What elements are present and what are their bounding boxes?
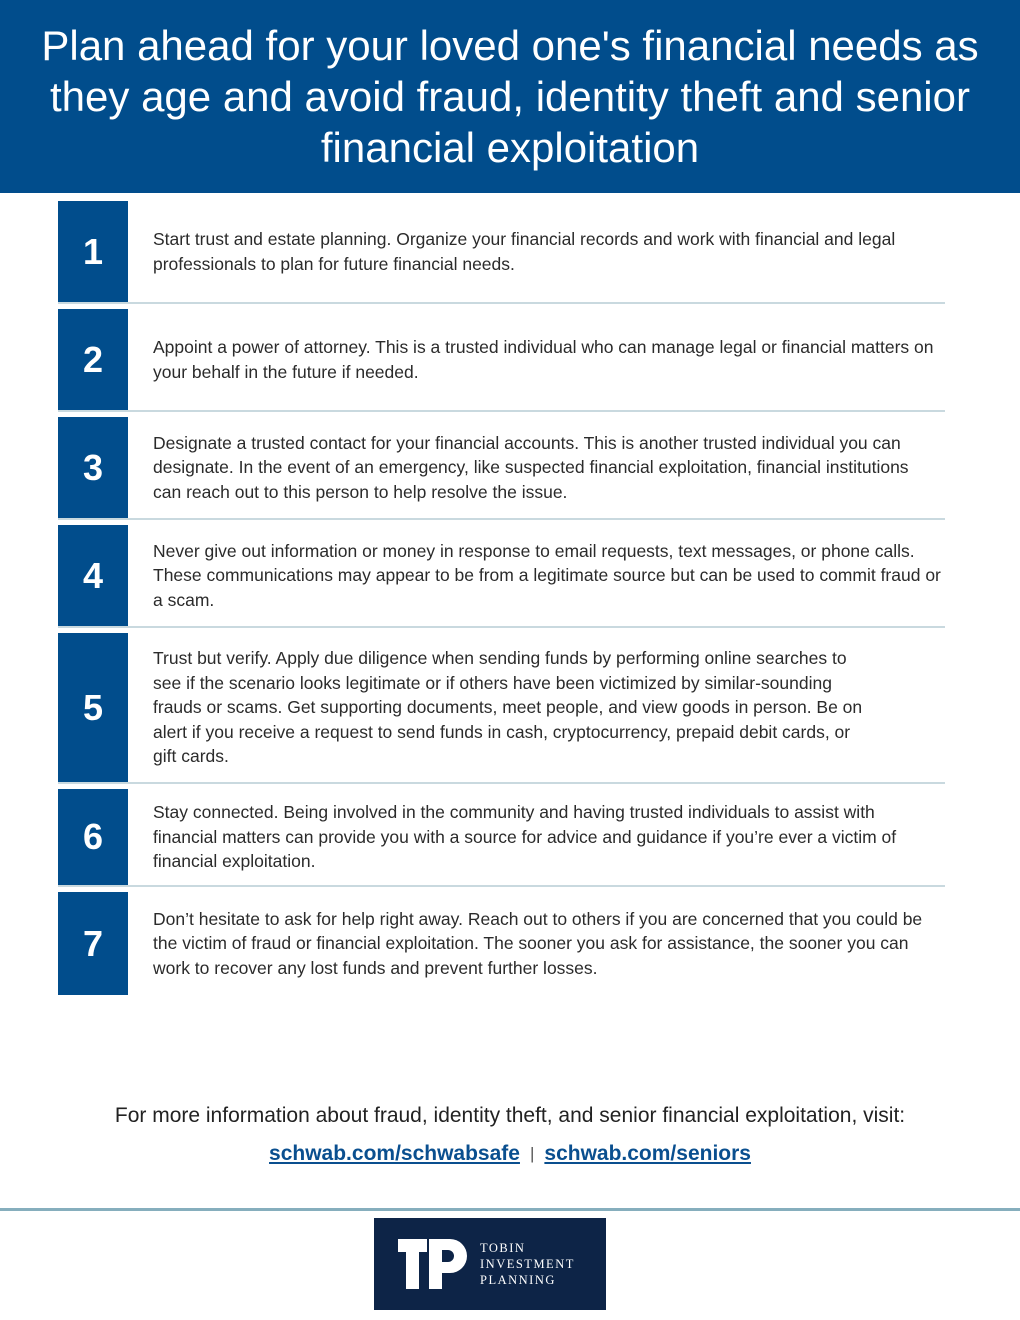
footer-links (0, 1142, 1020, 1166)
step-number: 4 (58, 525, 128, 626)
more-info-text: For more information about fraud, identity theft, and senior financial exploitation, visit: (114, 1104, 906, 1127)
step-item (58, 789, 945, 887)
step-text: Don’t hesitate to ask for help right away. Reach out to others if you are concerned that you could be the victim of fraud or financial exploitation. The sooner you ask for assistance, the sooner you can work to recover any lost funds and prevent further losses. (153, 908, 923, 978)
step-number: 2 (58, 309, 128, 410)
logo-line-investment: INVESTMENT (480, 1257, 575, 1271)
step-text: Start trust and estate planning. Organize your financial records and work with financial and legal professionals to plan for future financial needs. (153, 229, 896, 274)
step-text: Never give out information or money in response to email requests, text messages, or phone calls. These communications may appear to be from a legitimate source but can be used to commit fraud or a scam. (153, 540, 941, 610)
logo-line-planning: PLANNING (480, 1273, 556, 1287)
step-item (58, 417, 945, 520)
logo-line-tobin: TOBIN (480, 1241, 526, 1255)
header-banner (0, 0, 1020, 193)
schwabsafe-link[interactable]: schwab.com/schwabsafe (269, 1142, 520, 1165)
tobin-logo (374, 1218, 606, 1310)
step-text: Appoint a power of attorney. This is a trusted individual who can manage legal or financial matters on your behalf in the future if needed. (153, 337, 934, 382)
footer-divider (0, 1208, 1020, 1211)
step-text: Stay connected. Being involved in the community and having trusted individuals to assist with financial matters can provide you with a source for advice and guidance if you’re ever a victim of financial exploitation. (153, 802, 897, 872)
logo-wordmark (480, 1240, 575, 1288)
steps-list (58, 201, 945, 1000)
tp-monogram-icon (398, 1235, 468, 1293)
step-number: 5 (58, 633, 128, 782)
step-item (58, 201, 945, 304)
step-item (58, 309, 945, 412)
step-number: 7 (58, 892, 128, 995)
seniors-link[interactable]: schwab.com/seniors (544, 1142, 751, 1165)
step-number: 6 (58, 789, 128, 885)
link-separator: | (529, 1144, 535, 1163)
step-item (58, 525, 945, 628)
step-item (58, 892, 945, 995)
step-text: Designate a trusted contact for your financial accounts. This is another trusted individual you can designate. In the event of an emergency, like suspected financial exploitation, financial institutions can reach out to this person to help resolve the issue. (153, 432, 909, 502)
step-text: Trust but verify. Apply due diligence when sending funds by performing online searches to see if the scenario looks legitimate or if others have been victimized by similar-sounding frauds or scams. Get supporting documents, meet people, and view goods in person. Be on alert if you receive a request to send funds in cash, cryptocurrency, prepaid debit cards, or gift cards. (153, 648, 863, 767)
page-title: Plan ahead for your loved one's financial needs as they age and avoid fraud, identity theft and senior financial exploitation (41, 22, 979, 171)
step-number: 3 (58, 417, 128, 518)
step-number: 1 (58, 201, 128, 302)
step-item (58, 633, 945, 784)
